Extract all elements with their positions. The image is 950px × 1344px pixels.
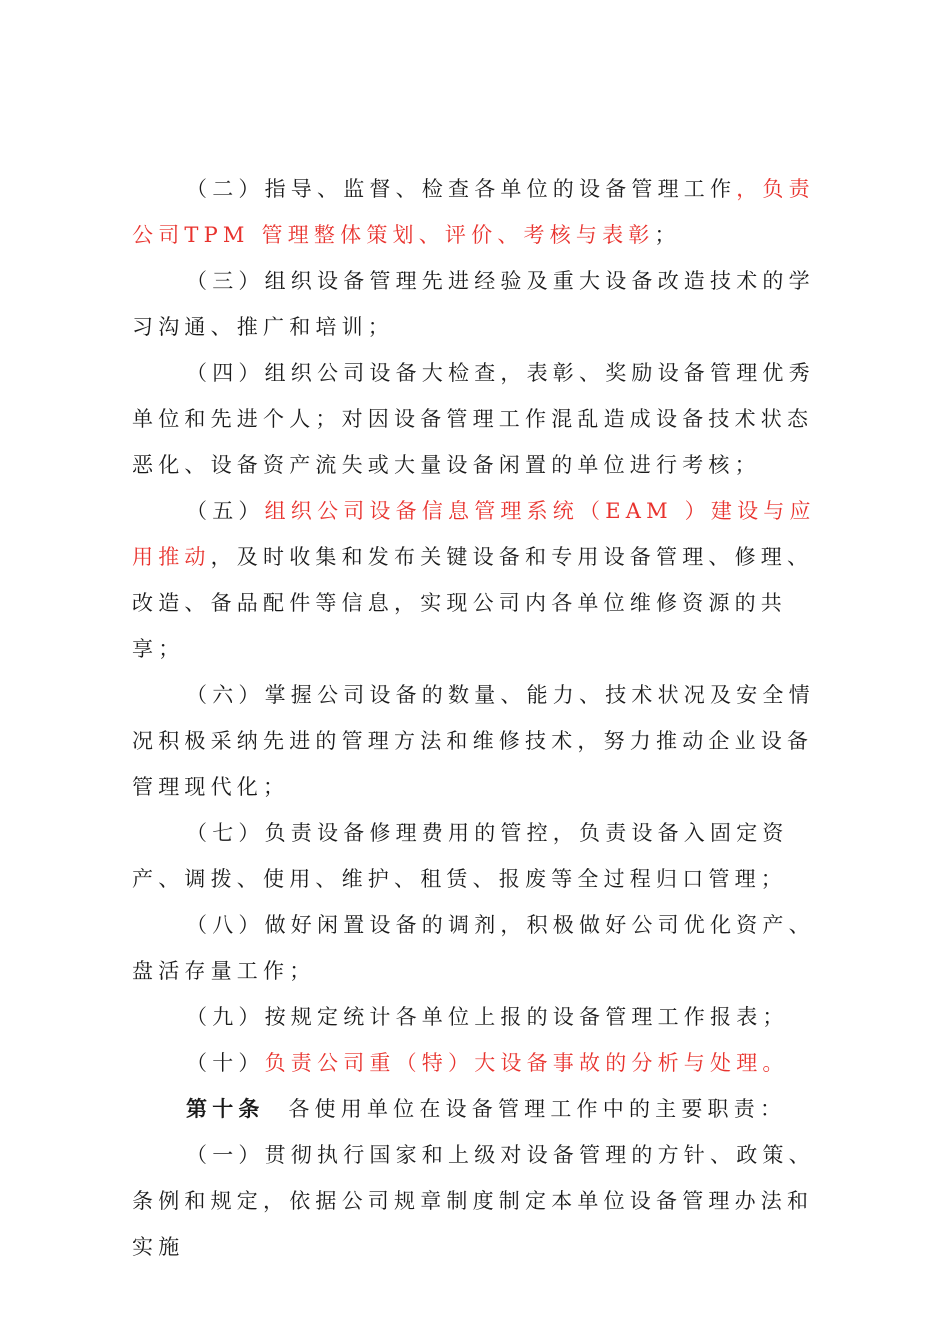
text-run: （六）掌握公司设备的数量、能力、技术状况及安全情况积极采纳先进的管理方法和维修技术，努力推动企业设备管理现代化； (132, 683, 815, 799)
text-run: （五） (186, 499, 265, 523)
clause-10 (132, 1040, 832, 1086)
text-run: （七）负责设备修理费用的管控，负责设备入固定资产、调拨、使用、维护、租赁、报废等全过程归口管理； (132, 821, 789, 891)
text-run: ，及时收集和发布关键设备和专用设备管理、修理、改造、备品配件等信息，实现公司内各单位维修资源的共享； (132, 545, 814, 661)
clause-6 (132, 672, 832, 810)
text-run: （八）做好闲置设备的调剂，积极做好公司优化资产、盘活存量工作； (132, 913, 815, 983)
article-10-clause-1 (132, 1132, 832, 1270)
text-run: （九）按规定统计各单位上报的设备管理工作报表； (186, 1005, 789, 1029)
clause-7 (132, 810, 832, 902)
clause-3 (132, 258, 832, 350)
highlighted-text-run: 负责公司重（特）大设备事故的分析与处理。 (264, 1051, 789, 1075)
clause-2 (132, 166, 832, 258)
text-run: （四）组织公司设备大检查，表彰、奖励设备管理优秀单位和先进个人；对因设备管理工作混乱造成设备技术状态恶化、设备资产流失或大量设备闲置的单位进行考核； (132, 361, 815, 477)
text-run: （二）指导、监督、检查各单位的设备管理工作 (186, 177, 737, 201)
article-10-heading (132, 1086, 832, 1132)
highlighted-text-run: 组织公司设备信息管理系统（EAM ）建设与应用推动 (132, 499, 816, 569)
highlighted-text-run: ，负责公司TPM 管理整体策划、评价、考核与表彰 (132, 177, 815, 247)
clause-4 (132, 350, 832, 488)
text-run: 各使用单位在设备管理工作中的主要职责： (264, 1097, 787, 1121)
text-run: （三）组织设备管理先进经验及重大设备改造技术的学习沟通、推广和培训； (132, 269, 815, 339)
text-run: （十） (186, 1051, 265, 1075)
text-run: （一）贯彻执行国家和上级对设备管理的方针、政策、条例和规定，依据公司规章制度制定本单位设备管理办法和实施 (132, 1143, 815, 1259)
article-number: 第十条 (186, 1096, 265, 1121)
clause-9 (132, 994, 832, 1040)
clause-5 (132, 488, 832, 672)
document-body (132, 166, 832, 1270)
clause-8 (132, 902, 832, 994)
text-run: ； (654, 223, 681, 247)
